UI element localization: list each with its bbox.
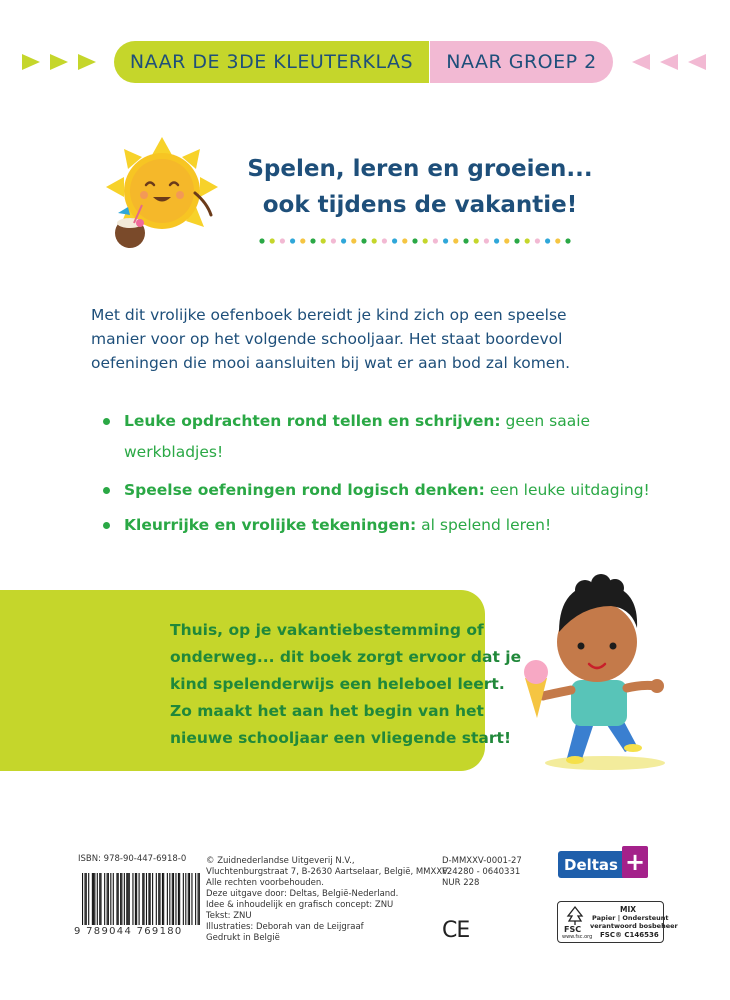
barcode-bar — [183, 873, 184, 925]
panel-line-3: kind spelenderwijs een heleboel leert. — [170, 675, 505, 693]
barcode-bar — [173, 873, 174, 925]
decorative-dot — [525, 238, 530, 243]
code-line: D-MMXXV-0001-27 — [442, 856, 522, 866]
bullet-item-1 — [91, 406, 651, 468]
barcode-bar — [169, 873, 170, 925]
triangle-decoration-right-1 — [632, 54, 650, 70]
header-banner — [0, 0, 730, 100]
decorative-dot — [372, 238, 377, 243]
barcode-bar — [167, 873, 168, 925]
publisher-plus-icon: + — [622, 846, 648, 878]
fsc-label — [557, 901, 678, 943]
intro-line-1: Met dit vrolijke oefenboek bereidt je kind zich op een speelse — [91, 306, 567, 324]
barcode-bar — [99, 873, 100, 925]
barcode-bar — [156, 873, 157, 925]
decorative-dot — [463, 238, 468, 243]
decorative-dot — [565, 238, 570, 243]
decorative-dot — [494, 238, 499, 243]
barcode-bar — [110, 873, 111, 925]
barcode-bar — [198, 873, 199, 925]
barcode-bar — [127, 873, 128, 925]
barcode-bar — [159, 873, 160, 925]
barcode-bar — [163, 873, 164, 925]
triangle-decoration-left-1 — [22, 54, 40, 70]
barcode-bar — [152, 873, 153, 925]
barcode-bar — [195, 873, 196, 925]
fsc-line-2: verantwoord bosbeheer — [590, 922, 678, 930]
barcode-bar — [108, 873, 109, 925]
barcode-bar — [113, 873, 114, 925]
bullet-dot — [103, 522, 110, 529]
barcode-bar — [136, 873, 137, 925]
decorative-dot — [443, 238, 448, 243]
barcode-bar — [97, 873, 98, 925]
triangle-decoration-left-2 — [50, 54, 68, 70]
barcode-bar — [135, 873, 136, 925]
decorative-dot — [300, 238, 305, 243]
panel-line-1: Thuis, op je vakantiebestemming of — [170, 621, 484, 639]
imprint-line: Alle rechten voorbehouden. — [206, 878, 324, 888]
barcode-bar — [118, 873, 119, 925]
decorative-dot — [514, 238, 519, 243]
barcode-bar — [178, 873, 179, 925]
decorative-dot — [392, 238, 397, 243]
barcode-bar — [191, 873, 192, 925]
barcode-bar — [199, 873, 200, 925]
boy-with-ice-cream-illustration — [515, 570, 675, 775]
bullet-1-rest-line-2: werkbladjes! — [124, 443, 224, 461]
decorative-dot — [545, 238, 550, 243]
barcode-bar — [126, 873, 127, 925]
fsc-logo-text: FSC — [564, 925, 582, 934]
decorative-dot — [382, 238, 387, 243]
grade-label-belgium: NAAR DE 3DE KLEUTERKLAS — [114, 41, 429, 83]
barcode-bar — [84, 873, 85, 925]
barcode-bar — [120, 873, 121, 925]
barcode — [82, 873, 200, 925]
fsc-site: www.fsc.org — [562, 934, 593, 940]
imprint-line: Vluchtenburgstraat 7, B-2630 Aartselaar, België, MMXXV. — [206, 867, 450, 877]
decorative-dot — [361, 238, 366, 243]
barcode-bar — [94, 873, 95, 925]
barcode-bar — [162, 873, 163, 925]
triangle-decoration-right-2 — [660, 54, 678, 70]
decorative-dot — [555, 238, 560, 243]
barcode-bar — [107, 873, 108, 925]
code-line: NUR 228 — [442, 878, 480, 888]
dot-divider — [258, 236, 578, 246]
intro-line-2: manier voor op het volgende schooljaar. Het staat boordevol — [91, 330, 563, 348]
isbn-text: ISBN: 978-90-447-6918-0 — [78, 854, 187, 864]
bullet-3-bold: Kleurrijke en vrolijke tekeningen: — [124, 516, 417, 534]
barcode-bar — [129, 873, 130, 925]
sun-illustration — [100, 135, 225, 255]
imprint-line: Idee & inhoudelijk en grafisch concept: ZNU — [206, 900, 394, 910]
barcode-bar — [185, 873, 186, 925]
decorative-dot — [280, 238, 285, 243]
barcode-bar — [179, 873, 180, 925]
intro-paragraph — [91, 303, 631, 375]
decorative-dot — [474, 238, 479, 243]
decorative-dot — [290, 238, 295, 243]
barcode-bar — [158, 873, 159, 925]
barcode-number: 9 789044 769180 — [74, 926, 183, 937]
product-codes — [442, 856, 522, 889]
imprint-line: Deze uitgave door: Deltas, België-Nederland. — [206, 889, 399, 899]
intro-line-3: oefeningen die mooi aansluiten bij wat er aan bod zal komen. — [91, 354, 571, 372]
decorative-dot — [310, 238, 315, 243]
fsc-line-1: Papier | Ondersteunt — [592, 914, 669, 922]
barcode-bar — [121, 873, 122, 925]
panel-line-5: nieuwe schooljaar een vliegende start! — [170, 729, 512, 747]
tree-check-icon — [565, 905, 585, 925]
barcode-bar — [172, 873, 173, 925]
decorative-dot — [341, 238, 346, 243]
bullet-dot — [103, 487, 110, 494]
barcode-bar — [124, 873, 125, 925]
publisher-logo: Deltas — [558, 851, 632, 878]
barcode-bar — [142, 873, 143, 925]
bullet-1-rest: geen saaie — [500, 412, 591, 430]
panel-line-4: Zo maakt het aan het begin van het — [170, 702, 484, 720]
ce-mark: CE — [442, 918, 470, 943]
decorative-dot — [402, 238, 407, 243]
panel-line-2: onderweg... dit boek zorgt ervoor dat je — [170, 648, 522, 666]
headline-line-1: Spelen, leren en groeien... — [247, 156, 593, 182]
decorative-dot — [484, 238, 489, 243]
decorative-dot — [504, 238, 509, 243]
imprint-line: Tekst: ZNU — [206, 911, 252, 921]
imprint-block — [206, 856, 450, 944]
barcode-bar — [188, 873, 189, 925]
bullet-2-rest: een leuke uitdaging! — [484, 481, 650, 499]
barcode-bar — [82, 873, 83, 925]
bullet-3-rest: al spelend leren! — [416, 516, 552, 534]
barcode-bar — [175, 873, 176, 925]
barcode-bar — [132, 873, 133, 925]
imprint-line: Gedrukt in België — [206, 933, 280, 943]
headline-line-2: ook tijdens de vakantie! — [262, 192, 578, 218]
barcode-bar — [148, 873, 149, 925]
barcode-bar — [139, 873, 140, 925]
grade-label-netherlands: NAAR GROEP 2 — [430, 41, 613, 83]
decorative-dot — [535, 238, 540, 243]
imprint-line: © Zuidnederlandse Uitgeverij N.V., — [206, 856, 355, 866]
bullet-item-3 — [91, 510, 651, 541]
bullet-item-2 — [91, 475, 651, 506]
triangle-decoration-left-3 — [78, 54, 96, 70]
barcode-bar — [93, 873, 94, 925]
decorative-dot — [321, 238, 326, 243]
decorative-dot — [270, 238, 275, 243]
barcode-bar — [86, 873, 87, 925]
fsc-code: FSC® C146536 — [600, 931, 659, 939]
code-line: F24280 - 0640331 — [442, 867, 521, 877]
barcode-bar — [92, 873, 93, 925]
barcode-bar — [189, 873, 190, 925]
bullet-2-bold: Speelse oefeningen rond logisch denken: — [124, 481, 485, 499]
fsc-mix: MIX — [620, 905, 637, 914]
barcode-bar — [88, 873, 89, 925]
barcode-bar — [150, 873, 151, 925]
decorative-dot — [423, 238, 428, 243]
bullet-1-bold: Leuke opdrachten rond tellen en schrijven: — [124, 412, 501, 430]
bullet-dot — [103, 418, 110, 425]
decorative-dot — [412, 238, 417, 243]
decorative-dot — [351, 238, 356, 243]
barcode-bar — [104, 873, 105, 925]
decorative-dot — [433, 238, 438, 243]
barcode-bar — [100, 873, 101, 925]
decorative-dot — [259, 238, 264, 243]
decorative-dot — [453, 238, 458, 243]
barcode-bar — [116, 873, 117, 925]
imprint-line: Illustraties: Deborah van de Leijgraaf — [206, 922, 364, 932]
highlight-panel-text — [170, 617, 522, 752]
barcode-bar — [146, 873, 147, 925]
barcode-bar — [143, 873, 144, 925]
decorative-dot — [331, 238, 336, 243]
triangle-decoration-right-3 — [688, 54, 706, 70]
